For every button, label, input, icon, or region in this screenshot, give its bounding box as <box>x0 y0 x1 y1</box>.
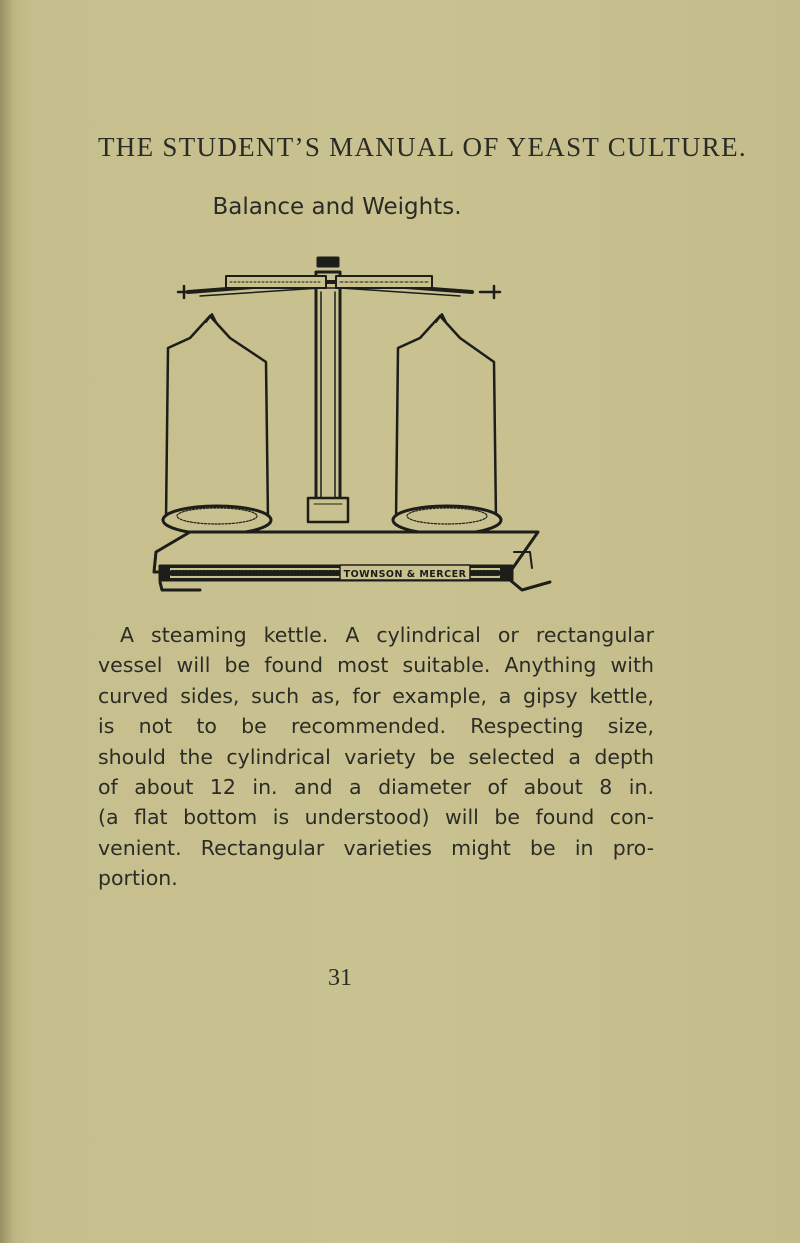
text-line: vessel will be found most suitable. Anything with <box>98 653 654 678</box>
page-number: 31 <box>328 965 352 991</box>
text-line: venient. Rectangular varieties might be in pro- <box>98 835 654 860</box>
text-line: (a flat bottom is understood) will be found con- <box>98 805 654 830</box>
figure-title: Balance and Weights. <box>212 194 462 220</box>
text-line: should the cylindrical variety be selected a depth <box>98 744 654 769</box>
text-line: portion. <box>98 866 178 891</box>
running-head: THE STUDENT’S MANUAL OF YEAST CULTURE. <box>98 132 747 162</box>
text-line: of about 12 in. and a diameter of about 8 in. <box>98 775 654 800</box>
balance-illustration <box>150 252 560 602</box>
text-line: is not to be recommended. Respecting size, <box>98 714 654 739</box>
page-edge-shadow <box>0 0 14 1243</box>
maker-plate: TOWNSON & MERCER <box>343 569 467 580</box>
text-line: curved sides, such as, for example, a gipsy kettle, <box>98 683 654 708</box>
text-line: A steaming kettle. A cylindrical or rectangular <box>120 623 654 647</box>
body-paragraph <box>98 620 654 894</box>
